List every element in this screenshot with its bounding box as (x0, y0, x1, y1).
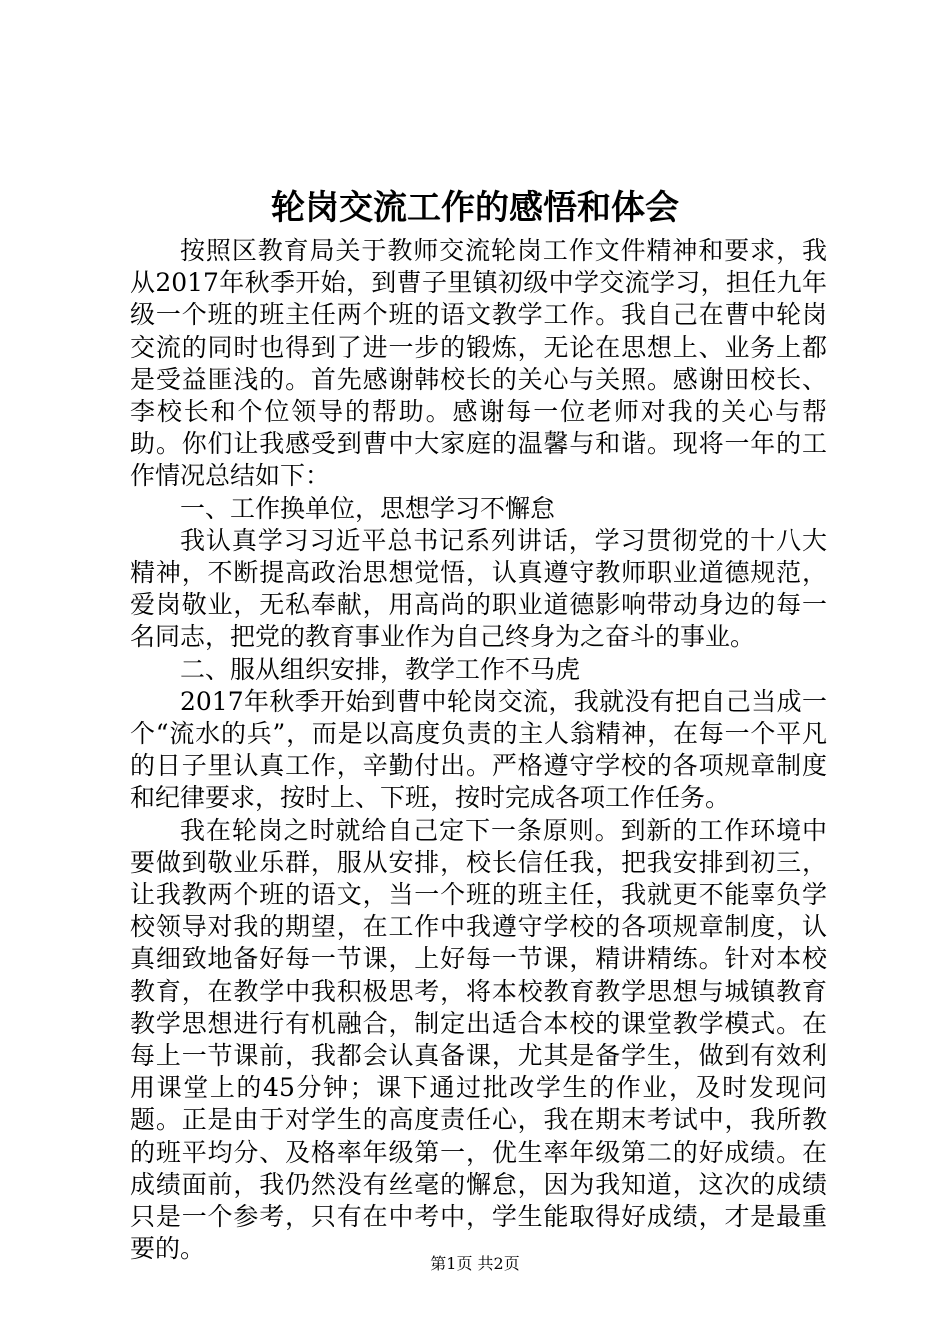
page-footer: 第1页 共2页 (430, 1254, 520, 1273)
section-1-paragraph: 我认真学习习近平总书记系列讲话，学习贯彻党的十八大精神，不断提高政治思想觉悟，认真遵守教师职业道德规范，爱岗敬业，无私奉献，用高尚的职业道德影响带动身边的每一名同志，把党的教育事业作为自己终身为之奋斗的事业。 (130, 525, 827, 652)
section-2-paragraph-1: 2017年秋季开始到曹中轮岗交流，我就没有把自己当成一个“流水的兵”，而是以高度负责的主人翁精神，在每一个平凡的日子里认真工作，辛勤付出。严格遵守学校的各项规章制度和纪律要求，按时上、下班，按时完成各项工作任务。 (130, 686, 827, 813)
intro-paragraph: 按照区教育局关于教师交流轮岗工作文件精神和要求，我从2017年秋季开始，到曹子里镇初级中学交流学习，担任九年级一个班的班主任两个班的语文教学工作。我自己在曹中轮岗交流的同时也得到了进一步的锻炼，无论在思想上、业务上都是受益匪浅的。首先感谢韩校长的关心与关照。感谢田校长、李校长和个位领导的帮助。感谢每一位老师对我的关心与帮助。你们让我感受到曹中大家庭的温馨与和谐。现将一年的工作情况总结如下： (130, 236, 827, 491)
document-title: 轮岗交流工作的感悟和体会 (271, 188, 679, 228)
section-heading-2: 二、服从组织安排，教学工作不马虎 (180, 654, 581, 684)
section-2-paragraph-2: 我在轮岗之时就给自己定下一条原则。到新的工作环境中要做到敬业乐群，服从安排，校长信任我，把我安排到初三，让我教两个班的语文，当一个班的班主任，我就更不能辜负学校领导对我的期望，在工作中我遵守学校的各项规章制度，认真细致地备好每一节课，上好每一节课，精讲精练。针对本校教育，在教学中我积极思考，将本校教育教学思想与城镇教育教学思想进行有机融合，制定出适合本校的课堂教学模式。在每上一节课前，我都会认真备课，尤其是备学生，做到有效利用课堂上的45分钟；课下通过批改学生的作业，及时发现问题。正是由于对学生的高度责任心，我在期末考试中，我所教的班平均分、及格率年级第一，优生率年级第二的好成绩。在成绩面前，我仍然没有丝毫的懈怠，因为我知道，这次的成绩只是一个参考，只有在中考中，学生能取得好成绩，才是最重要的。 (130, 815, 827, 1264)
document-body (130, 235, 827, 1266)
section-heading-1: 一、工作换单位，思想学习不懈怠 (180, 493, 556, 523)
